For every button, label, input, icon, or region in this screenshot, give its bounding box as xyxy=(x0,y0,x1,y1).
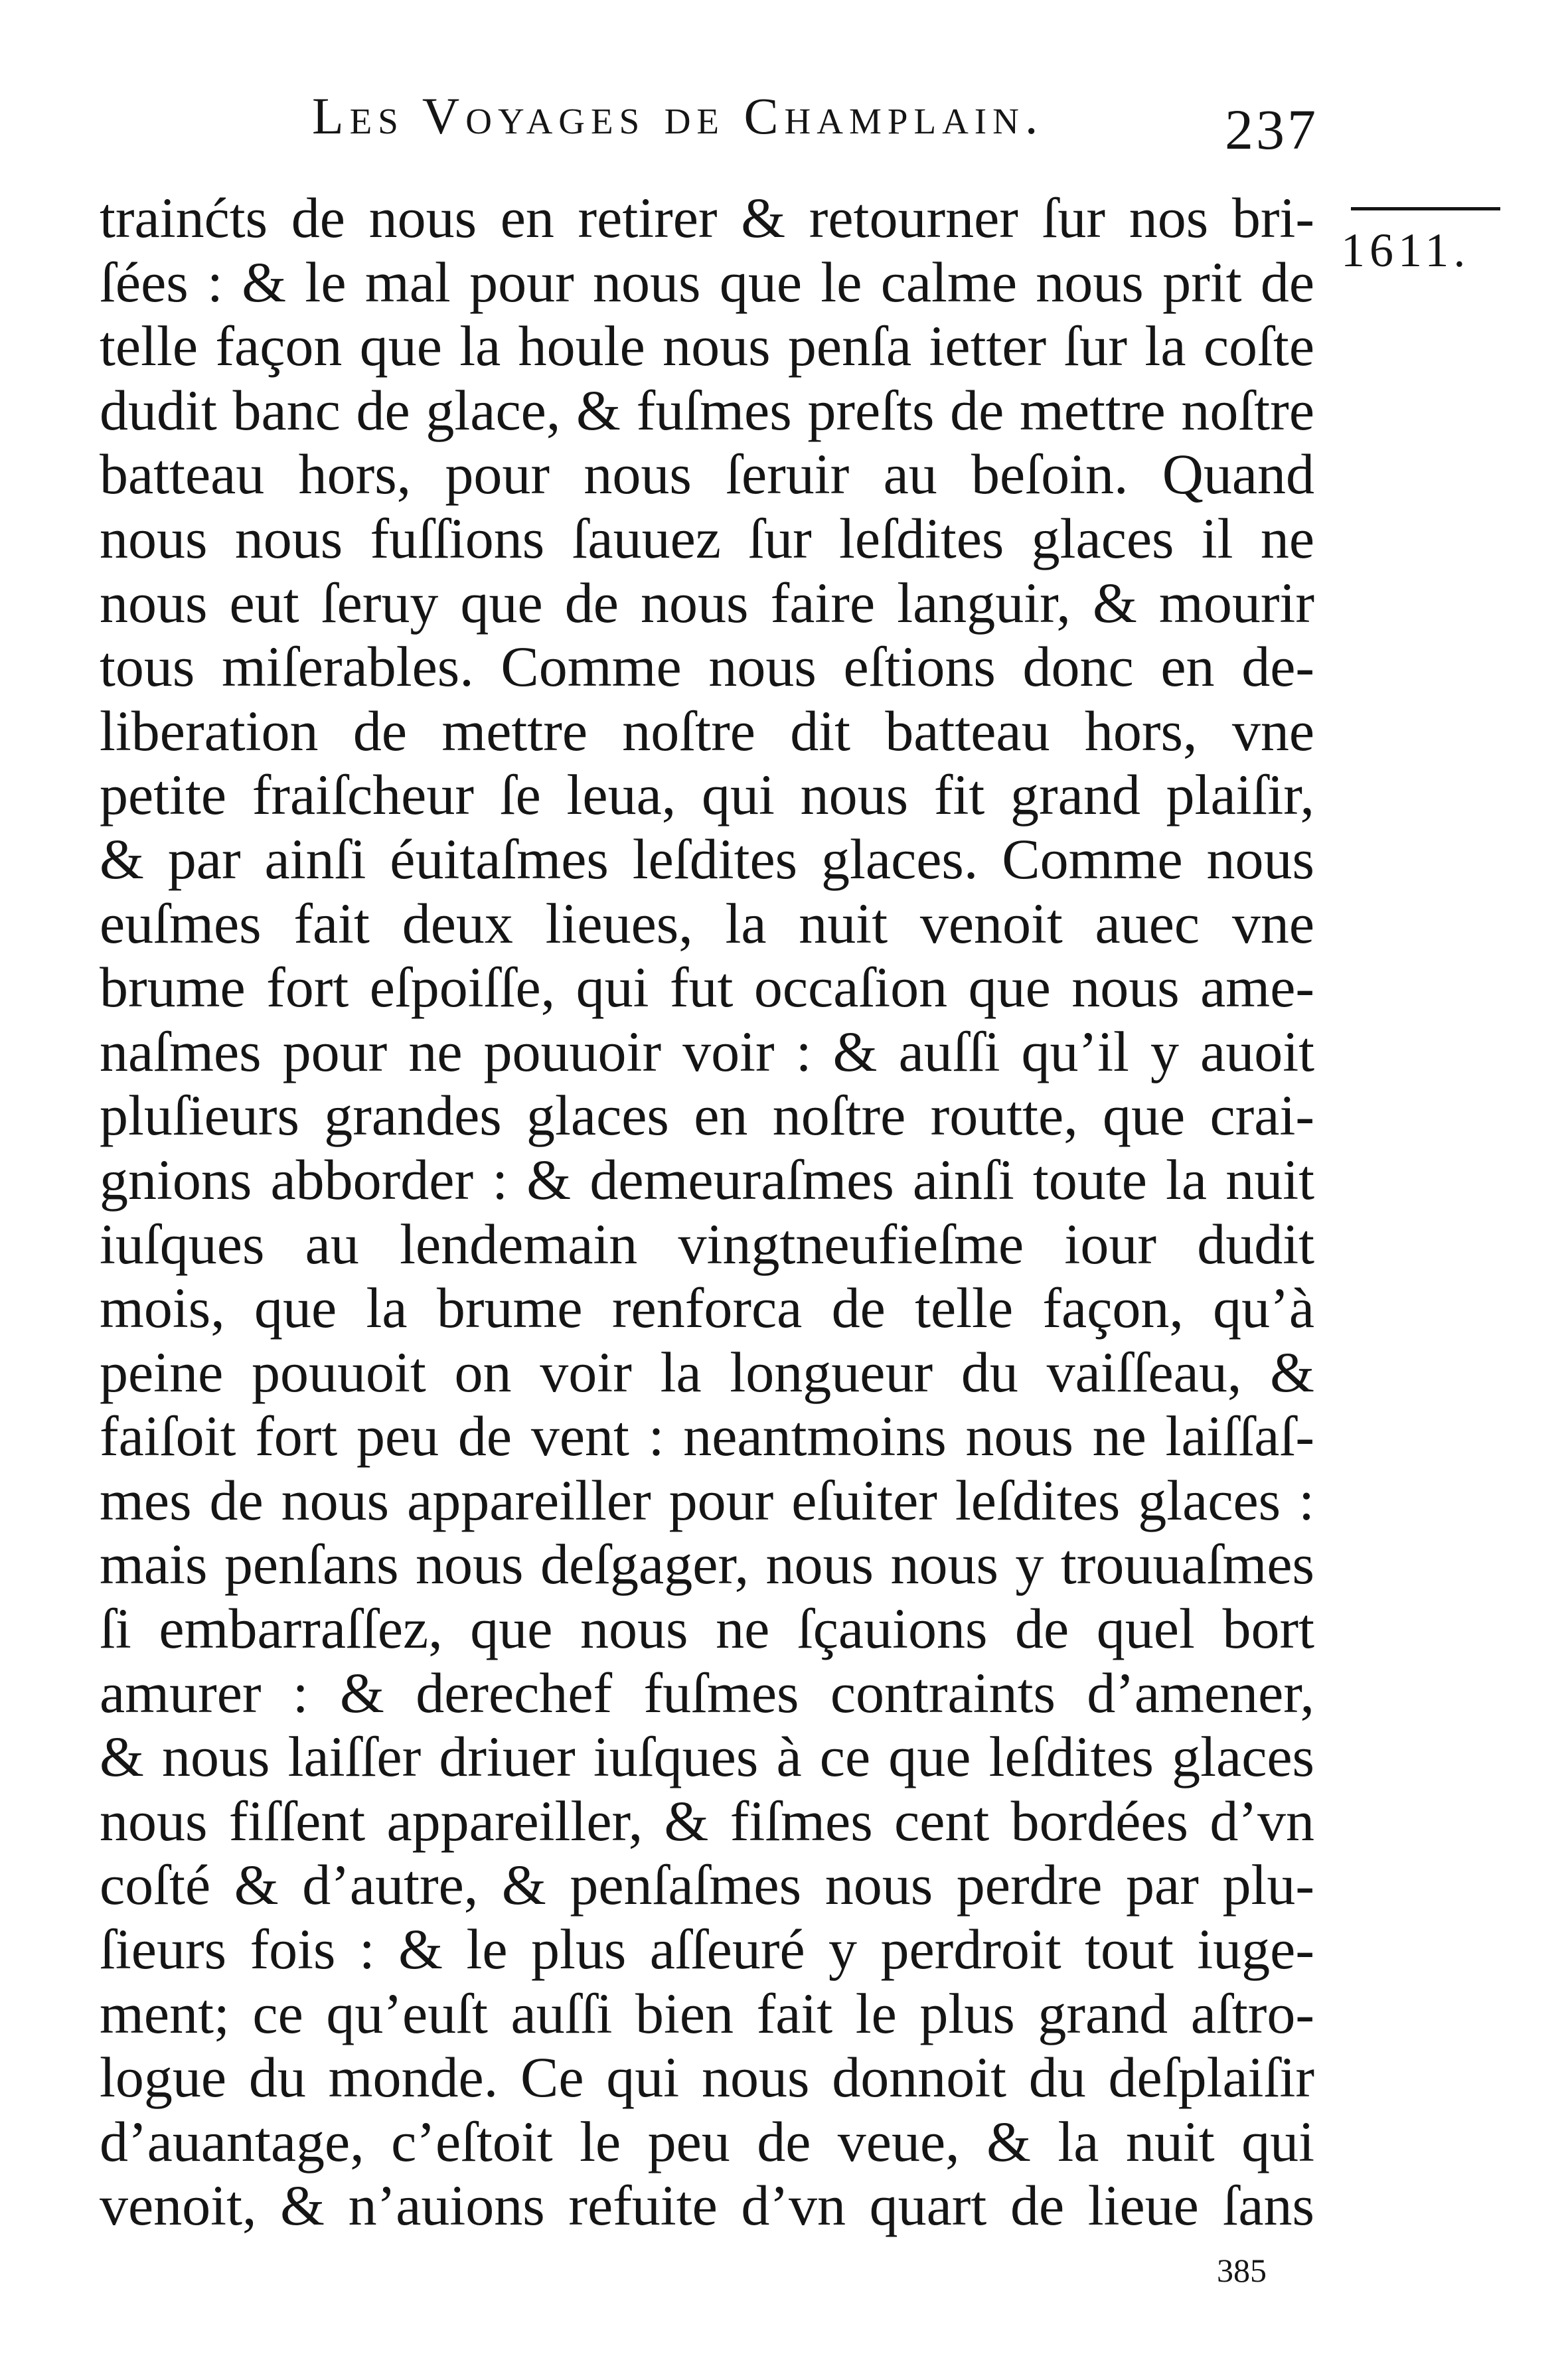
body-text xyxy=(100,186,1314,2237)
text-line: liberation de mettre noſtre dit batteau hors, vne xyxy=(100,698,1314,763)
text-line: gnions abborder : & demeuraſmes ainſi toute la nuit xyxy=(100,1147,1314,1212)
text-line: coſté & d’autre, & penſaſmes nous perdre par plu- xyxy=(100,1853,1314,1917)
text-line: iuſques au lendemain vingtneufieſme iour dudit xyxy=(100,1212,1314,1276)
text-line: faiſoit fort peu de vent : neantmoins nous ne laiſſaſ- xyxy=(100,1404,1314,1468)
text-line: logue du monde. Ce qui nous donnoit du deſplaiſir xyxy=(100,2045,1314,2110)
text-line: & nous laiſſer driuer iuſques à ce que leſdites glaces xyxy=(100,1725,1314,1789)
text-line: brume fort eſpoiſſe, qui fut occaſion que nous ame- xyxy=(100,955,1314,1020)
text-line: telle façon que la houle nous penſa ietter ſur la coſte xyxy=(100,314,1314,378)
text-line: nous eut ſeruy que de nous faire languir, & mourir xyxy=(100,570,1314,635)
text-line: peine pouuoit on voir la longueur du vaiſſeau, & xyxy=(100,1340,1314,1404)
text-line: mes de nous appareiller pour eſuiter leſdites glaces : xyxy=(100,1468,1314,1532)
text-line: naſmes pour ne pouuoir voir : & auſſi qu’il y auoit xyxy=(100,1019,1314,1083)
text-line: ſi embarraſſez, que nous ne ſçauions de quel bort xyxy=(100,1597,1314,1661)
text-line: mois, que la brume renforca de telle façon, qu’à xyxy=(100,1276,1314,1340)
text-line: ment; ce qu’euſt auſſi bien fait le plus grand aſtro- xyxy=(100,1981,1314,2045)
text-line: tous miſerables. Comme nous eſtions donc en de- xyxy=(100,635,1314,699)
text-line: ſieurs fois : & le plus aſſeuré y perdroit tout iuge- xyxy=(100,1917,1314,1982)
text-line: nous fiſſent appareiller, & fiſmes cent bordées d’vn xyxy=(100,1788,1314,1853)
text-line: & par ainſi éuitaſmes leſdites glaces. Comme nous xyxy=(100,826,1314,891)
text-line: d’auantage, c’eſtoit le peu de veue, & la nuit qui xyxy=(100,2109,1314,2173)
text-line: trainćts de nous en retirer & retourner ſur nos bri- xyxy=(100,186,1314,250)
text-line: mais penſans nous deſgager, nous nous y trouuaſmes xyxy=(100,1532,1314,1597)
text-line: petite fraiſcheur ſe leua, qui nous fit grand plaiſir, xyxy=(100,763,1314,827)
text-line: nous nous fuſſions ſauuez ſur leſdites glaces il ne xyxy=(100,506,1314,570)
margin-year-note: 1611. xyxy=(1341,224,1470,277)
text-line: pluſieurs grandes glaces en noſtre routte, que crai- xyxy=(100,1083,1314,1148)
page-number: 237 xyxy=(1225,98,1318,161)
text-line: ſées : & le mal pour nous que le calme nous prit de xyxy=(100,250,1314,314)
running-title: Les Voyages de Champlain. xyxy=(312,87,1044,145)
text-line: amurer : & derechef fuſmes contraints d’amener, xyxy=(100,1660,1314,1725)
margin-year-rule xyxy=(1351,207,1500,210)
text-line: dudit banc de glace, & fuſmes preſts de mettre noſtre xyxy=(100,378,1314,442)
printer-signature: 385 xyxy=(1217,2252,1267,2289)
text-line: batteau hors, pour nous ſeruir au beſoin. Quand xyxy=(100,442,1314,507)
text-line: venoit, & n’auions refuite d’vn quart de lieue ſans xyxy=(100,2173,1314,2238)
text-line: euſmes fait deux lieues, la nuit venoit auec vne xyxy=(100,891,1314,955)
